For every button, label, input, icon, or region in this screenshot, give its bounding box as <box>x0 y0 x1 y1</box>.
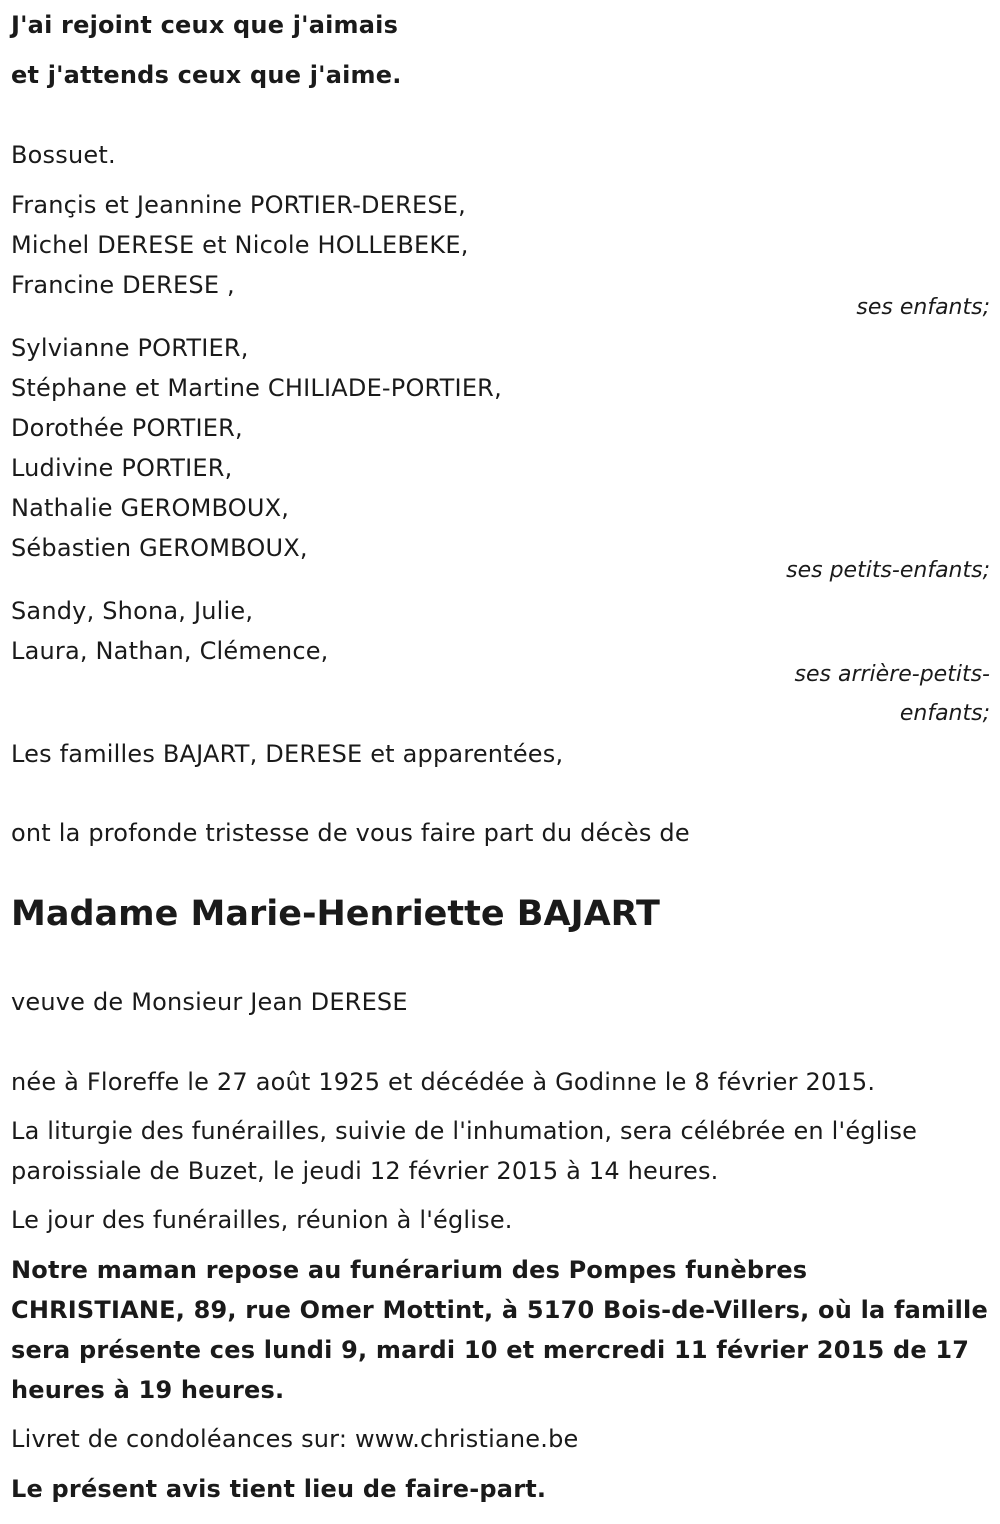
birth-death: née à Floreffe le 27 août 1925 et décédée à Godinne le 8 février 2015. <box>11 1068 876 1096</box>
grandchildren-name: Sébastien GEROMBOUX, <box>11 534 308 562</box>
condolences: Livret de condoléances sur: www.christiane.be <box>11 1425 579 1453</box>
announcement: ont la profonde tristesse de vous faire part du décès de <box>11 819 690 847</box>
funeral-home-line-3: sera présente ces lundi 9, mardi 10 et mercredi 11 février 2015 de 17 <box>11 1336 970 1364</box>
grandchildren-name: Dorothée PORTIER, <box>11 414 243 442</box>
epitaph-line-1: J'ai rejoint ceux que j'aimais <box>11 11 399 39</box>
epitaph-line-2: et j'attends ceux que j'aime. <box>11 61 402 89</box>
grandchildren-name: Ludivine PORTIER, <box>11 454 233 482</box>
great-grandchildren-role-line-1: ses arrière-petits- <box>794 662 990 687</box>
funeral-home-line-4: heures à 19 heures. <box>11 1376 285 1404</box>
children-role: ses enfants; <box>856 295 990 320</box>
great-grandchildren-role-line-2: enfants; <box>899 701 990 726</box>
great-grandchildren-name: Laura, Nathan, Clémence, <box>11 637 329 665</box>
notice: Le présent avis tient lieu de faire-part. <box>11 1475 547 1503</box>
families: Les familles BAJART, DERESE et apparentées, <box>11 740 564 768</box>
liturgy-line-1: La liturgie des funérailles, suivie de l'inhumation, sera célébrée en l'église <box>11 1117 918 1145</box>
liturgy-line-2: paroissiale de Buzet, le jeudi 12 février 2015 à 14 heures. <box>11 1157 719 1185</box>
place: Bossuet. <box>11 141 116 169</box>
grandchildren-role: ses petits-enfants; <box>786 558 990 583</box>
grandchildren-name: Sylvianne PORTIER, <box>11 334 249 362</box>
deceased-name: Madame Marie-Henriette BAJART <box>11 894 660 934</box>
funeral-home-line-2: CHRISTIANE, 89, rue Omer Mottint, à 5170 Bois-de-Villers, où la famille <box>11 1296 988 1324</box>
grandchildren-name: Stéphane et Martine CHILIADE-PORTIER, <box>11 374 502 402</box>
great-grandchildren-name: Sandy, Shona, Julie, <box>11 597 254 625</box>
grandchildren-name: Nathalie GEROMBOUX, <box>11 494 290 522</box>
meeting: Le jour des funérailles, réunion à l'église. <box>11 1206 513 1234</box>
children-name: Francine DERESE , <box>11 271 235 299</box>
widow-of: veuve de Monsieur Jean DERESE <box>11 988 408 1016</box>
children-name: Michel DERESE et Nicole HOLLEBEKE, <box>11 231 469 259</box>
children-name: Françis et Jeannine PORTIER-DERESE, <box>11 191 466 219</box>
funeral-home-line-1: Notre maman repose au funérarium des Pompes funèbres <box>11 1256 808 1284</box>
